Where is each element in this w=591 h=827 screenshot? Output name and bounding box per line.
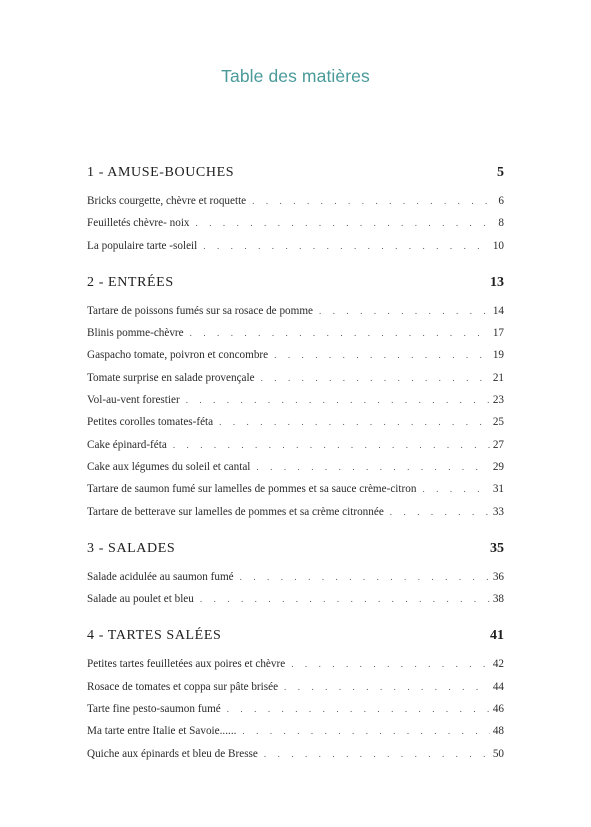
entry-page-number: 23 (492, 394, 504, 407)
entry-page-number: 8 (498, 217, 504, 230)
entry-title: Tartare de poissons fumés sur sa rosace de pomme (87, 304, 314, 317)
dot-leader (264, 743, 490, 765)
toc-entry[interactable] (87, 501, 504, 523)
section-label: 4 - TARTES SALÉES (87, 628, 222, 644)
section-page-number: 41 (490, 628, 504, 644)
entry-page-number: 27 (492, 438, 504, 451)
dot-leader (203, 235, 490, 257)
dot-leader (227, 698, 490, 720)
toc-entry[interactable] (87, 566, 504, 588)
dot-leader (422, 478, 489, 500)
entry-page-number: 48 (492, 725, 504, 738)
dot-leader (190, 322, 490, 344)
dot-leader (284, 676, 490, 698)
section-header[interactable] (87, 160, 504, 186)
toc-entry[interactable] (87, 235, 504, 257)
entry-title: Gaspacho tomate, poivron et concombre (87, 349, 269, 362)
entry-title: Vol-au-vent forestier (87, 394, 180, 407)
dot-leader (291, 653, 490, 675)
toc-entry[interactable] (87, 344, 504, 366)
toc-section (87, 623, 504, 764)
page-title: Table des matières (221, 66, 370, 86)
dot-leader (200, 588, 490, 610)
dot-leader (256, 456, 489, 478)
dot-leader (173, 434, 490, 456)
toc-entry[interactable] (87, 478, 504, 500)
entry-page-number: 6 (498, 195, 504, 207)
dot-leader (261, 367, 490, 389)
entry-title: Rosace de tomates et coppa sur pâte brisée (87, 680, 279, 693)
entry-page-number: 44 (492, 680, 504, 693)
table-of-contents (87, 160, 504, 778)
entry-title: Tarte fine pesto-saumon fumé (87, 703, 221, 716)
entry-page-number: 46 (492, 703, 504, 716)
entry-title: Petites tartes feuilletées aux poires et chèvre (87, 658, 286, 671)
dot-leader (186, 389, 490, 411)
toc-entry[interactable] (87, 743, 504, 765)
entry-title: Feuilletés chèvre- noix (87, 217, 190, 230)
toc-entry[interactable] (87, 367, 504, 389)
section-page-number: 35 (490, 540, 504, 556)
toc-entry[interactable] (87, 300, 504, 322)
toc-section (87, 160, 504, 257)
entry-page-number: 50 (492, 747, 504, 760)
toc-section (87, 270, 504, 523)
dot-leader (242, 720, 489, 742)
dot-leader (319, 300, 490, 322)
toc-entry[interactable] (87, 411, 504, 433)
entry-page-number: 36 (492, 570, 504, 583)
entry-title: Cake aux légumes du soleil et cantal (87, 460, 251, 473)
section-header[interactable] (87, 536, 504, 562)
entry-page-number: 25 (492, 416, 504, 429)
entry-title: Tartare de saumon fumé sur lamelles de pommes et sa sauce crème-citron (87, 483, 417, 496)
dot-leader (219, 411, 490, 433)
entry-page-number: 17 (492, 327, 504, 340)
section-label: 1 - AMUSE-BOUCHES (87, 165, 235, 180)
entry-title: La populaire tarte -soleil (87, 239, 198, 252)
entry-page-number: 10 (492, 239, 504, 252)
dot-leader (252, 190, 495, 212)
entry-page-number: 21 (492, 371, 504, 384)
section-header[interactable] (87, 623, 504, 649)
toc-entry[interactable] (87, 434, 504, 456)
section-page-number: 5 (497, 165, 504, 180)
toc-entry[interactable] (87, 698, 504, 720)
entry-page-number: 42 (492, 658, 504, 671)
entry-page-number: 33 (492, 505, 504, 518)
toc-entry[interactable] (87, 322, 504, 344)
dot-leader (390, 501, 490, 523)
entry-title: Bricks courgette, chèvre et roquette (87, 195, 247, 207)
toc-entry[interactable] (87, 212, 504, 234)
section-header[interactable] (87, 270, 504, 296)
toc-entry[interactable] (87, 190, 504, 212)
toc-entry[interactable] (87, 588, 504, 610)
entry-title: Petites corolles tomates-féta (87, 416, 214, 429)
entry-page-number: 14 (492, 304, 504, 317)
entry-page-number: 19 (492, 349, 504, 362)
toc-entry[interactable] (87, 720, 504, 742)
entry-title: Salade acidulée au saumon fumé (87, 570, 234, 583)
toc-entry[interactable] (87, 389, 504, 411)
entry-title: Ma tarte entre Italie et Savoie...... (87, 725, 237, 738)
section-label: 3 - SALADES (87, 540, 176, 556)
entry-page-number: 29 (492, 460, 504, 473)
dot-leader (274, 344, 490, 366)
entry-title: Tomate surprise en salade provençale (87, 371, 255, 384)
entry-title: Quiche aux épinards et bleu de Bresse (87, 747, 258, 760)
toc-entry[interactable] (87, 676, 504, 698)
section-page-number: 13 (490, 274, 504, 290)
toc-section (87, 536, 504, 611)
entry-title: Salade au poulet et bleu (87, 593, 194, 606)
entry-title: Cake épinard-féta (87, 438, 167, 451)
entry-title: Tartare de betterave sur lamelles de pommes et sa crème citronnée (87, 505, 384, 518)
entry-title: Blinis pomme-chèvre (87, 327, 184, 340)
entry-page-number: 31 (492, 483, 504, 496)
section-label: 2 - ENTRÉES (87, 274, 174, 290)
toc-entry[interactable] (87, 653, 504, 675)
dot-leader (196, 212, 496, 234)
toc-entry[interactable] (87, 456, 504, 478)
dot-leader (240, 566, 490, 588)
entry-page-number: 38 (492, 593, 504, 606)
